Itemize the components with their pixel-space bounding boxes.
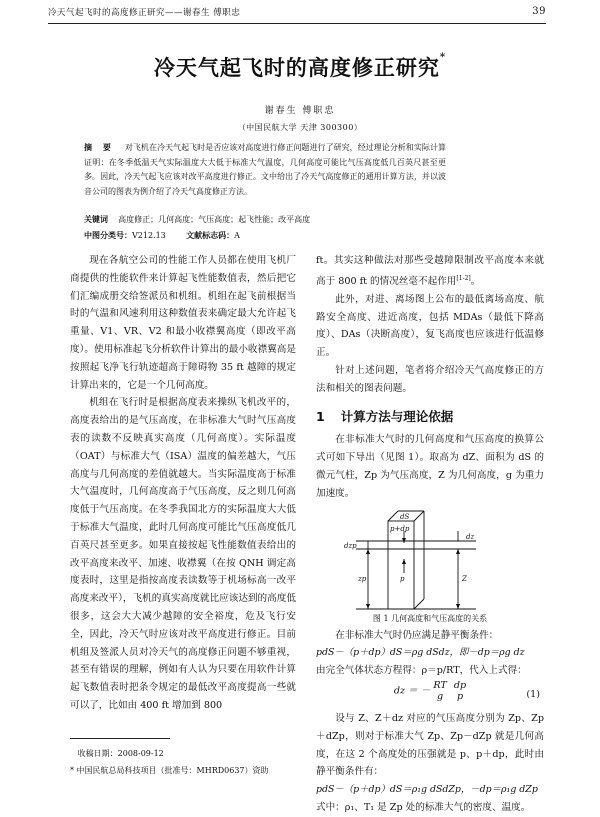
doc-code-value: A <box>234 231 240 240</box>
frac-numerator: dp <box>453 679 467 691</box>
equation-static-balance: pdS－（p＋dp）dS＝ρg dSdz，即－dp＝ρg dz <box>316 647 525 659</box>
section-heading <box>316 408 544 426</box>
eq-fraction-rt-g <box>433 680 446 702</box>
label-dz: dz <box>466 532 475 541</box>
label-p-dp: p+dp <box>390 524 410 533</box>
label-dzp: dzp <box>344 541 357 550</box>
footnote-rule <box>70 738 170 739</box>
keywords-label: 关键词 <box>84 214 108 224</box>
frac-denominator: p <box>456 690 464 702</box>
running-head-title: 冷天气起飞时的高度修正研究——谢春生 傅职忠 <box>48 8 241 18</box>
figure-1-diagram <box>316 507 544 611</box>
body-paragraph: 针对上述问题，笔者将介绍冷天气高度修正的方法和相关的图表问题。 <box>316 364 544 394</box>
label-z: Z <box>462 574 467 583</box>
citation: [1-2] <box>456 274 471 282</box>
body-paragraph: 设与 Z、Z＋dz 对应的气压高度分别为 Zp、Zp＋dZp，则对于标准大气 Zp、Zp－dZp 就是几何高度，在这 2 个高度处的压强就是 p、p＋dp，此时由静平衡条件有： <box>316 712 544 778</box>
paragraph-text: ft。其实这种做法对那些受越障限制改平高度本来就高于 800 ft 的情况丝毫不起作用 <box>316 255 544 287</box>
affiliation: （中国民航大学 天津 300300） <box>237 123 363 132</box>
body-paragraph: 此外，对进、离场图上公布的最低离场高度、航路安全高度、进近高度，包括 MDAs（最低下降高度）、DAs（决断高度），复飞高度也应该进行低温修正。 <box>316 293 544 359</box>
header-rule <box>48 23 546 24</box>
clc-value: V212.13 <box>132 231 166 240</box>
keywords-text: 高度修正；几何高度；气压高度；起飞性能；改平高度 <box>118 215 311 224</box>
paper-title-text: 冷天气起飞时的高度修正研究 <box>153 55 440 80</box>
label-zp: zp <box>358 574 367 583</box>
eq-lhs: dz ＝ － <box>393 685 431 697</box>
body-paragraph: 现在各航空公司的性能工作人员都在使用飞机厂商提供的性能软件来计算起飞性能数值表，然后把它们汇编成册交给签派员和机组。机组在起飞前根据当时的气温和风速利用这种数值表来确定最大允许起飞重量、V1、VR、V2 和最小收襟翼高度（即改平高度）。使用标准起飞分析软件计算出的最小收襟翼高是按照起飞净飞行轨迹超高于障碍物 35 ft 越障的规定计算出来的，它是一个几何高度。 <box>70 255 296 391</box>
eq-fraction-dp-p <box>454 680 466 702</box>
frac-numerator: RT <box>433 679 447 691</box>
authors: 谢春生 傅职忠 <box>264 106 336 116</box>
section-title: 计算方法与理论依据 <box>340 408 454 424</box>
keywords <box>84 214 310 225</box>
label-ds: dS <box>400 512 410 521</box>
classification <box>84 230 240 241</box>
equation-standard-balance: pdS－（p＋dp）dS＝ρ₁g dSdZp，－dp＝ρ₁g dZp <box>316 784 538 796</box>
received-value: 2008-09-12 <box>117 749 164 758</box>
doc-code-label: 文献标志码： <box>186 230 235 240</box>
label-p: p <box>400 574 405 583</box>
page-number: 39 <box>532 6 546 17</box>
frac-denominator: g <box>437 690 444 702</box>
received-date <box>70 748 164 759</box>
body-paragraph: 在非标准大气时仍应满足静平衡条件： <box>335 629 499 641</box>
paper-title <box>0 52 600 82</box>
right-column <box>316 252 544 817</box>
funding-note: * 中国民航总局科技项目（批准号：MHRD0637）资助 <box>70 766 269 775</box>
body-paragraph: 机组在飞行时是根据高度表来操纵飞机改平的，高度表给出的是气压高度，在非标准大气时气压高度表的读数不反映真实高度（几何高度）。实际温度（OAT）与标准大气（ISA）温度的偏差越大，气压高度与几何高度的差值就越大。当实际温度高于标准大气温度时，几何高度高于气压高度，反之则几何高度低于气压高度。在冬季我国北方的实际温度大大低于标准大气温度，此时几何高度可能比气压高度低几百英尺甚至更多。如果直接按起飞性能数值表给出的改平高度来改平、加速、收襟翼（在按 QNH 调定高度表时，这里是指按高度表读数等于机场标高一改平高度来改平），飞机的真实高度就比应该达到的高度低很多，这会大大减少越障的安全裕度，危及飞行安全，因此，冷天气时应该对改平高度进行修正。目前机组及签派人员对冷天气的高度修正问题不够重视，甚至有错误的理解，例如有人认为只要在用软件计算起飞数值表时把条令规定的最低改平高度提高一些就可以了，比如由 400 ft 增加到 800 <box>70 397 296 711</box>
equation-number: (1) <box>526 688 540 700</box>
title-footnote-mark: * <box>439 52 447 63</box>
equation-1 <box>316 680 544 710</box>
air-column-diagram <box>316 507 544 611</box>
abstract <box>84 140 446 199</box>
abstract-text: 对飞机在冷天气起飞时是否应该对高度进行修正问题进行了研究，经过理论分析和实际计算证明：在冬季低温天气实际温度大大低于标准大气温度，几何高度可能比气压高度低几百英尺甚至更多。因此，冷天气起飞应该对改平高度进行修正。文中给出了冷天气高度修正的通用计算方法，并以波音公司的图表为例介绍了冷天气高度修正方法。 <box>84 143 446 196</box>
body-paragraph: 由完全气体状态方程得：ρ＝p/RT，代入上式得： <box>316 665 527 677</box>
body-paragraph: 在非标准大气时的几何高度和气压高度的换算公式可如下导出（见图 1）。取高为 dZ、面积为 dS 的微元气柱，Zp 为气压高度，Z 为几何高度，g 为重力加速度。 <box>316 434 544 499</box>
section-number: 1 <box>316 408 325 424</box>
body-paragraph: 式中：ρ₁、T₁ 是 Zp 处的标准大气的密度、温度。 <box>316 801 531 813</box>
clc-label: 中图分类号： <box>84 230 132 240</box>
received-label: 收稿日期： <box>77 749 118 758</box>
abstract-label: 摘 要 <box>84 142 115 152</box>
figure-caption: 图 1 几何高度和气压高度的关系 <box>372 613 488 623</box>
left-column <box>70 252 296 715</box>
body-paragraph: ft。其实这种做法对那些受越障限制改平高度本来就高于 800 ft 的情况丝毫不起作用[1-2]。 <box>316 255 544 287</box>
